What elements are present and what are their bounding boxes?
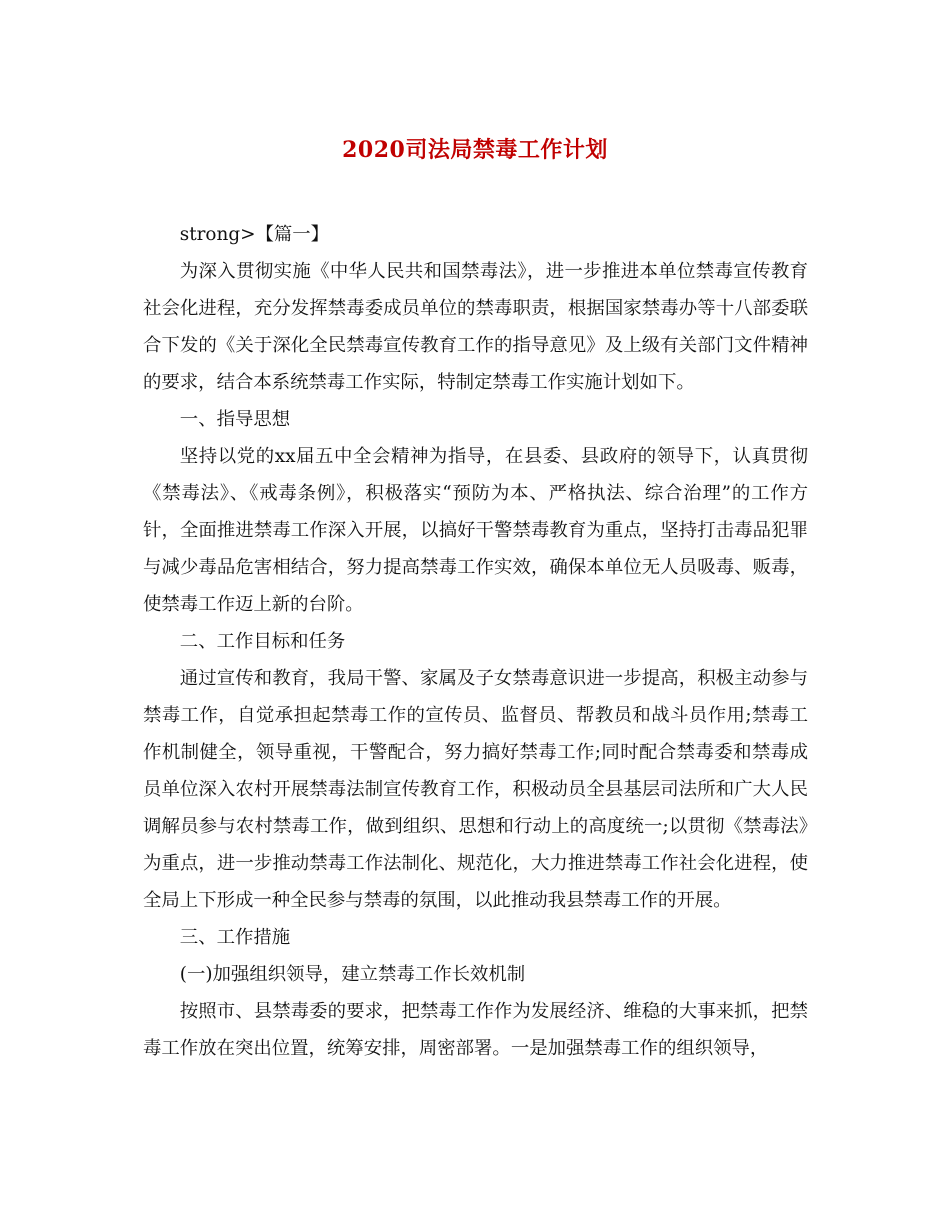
section-heading-guiding-ideology: 一、指导思想 [179, 409, 291, 430]
section-heading-goals-and-tasks: 二、工作目标和任务 [179, 631, 346, 652]
subsection-heading-organization: (一)加强组织领导，建立禁毒工作长效机制 [179, 964, 526, 985]
document-body [143, 216, 808, 1067]
section-heading-part-one: strong>【篇一】 [179, 224, 330, 245]
section-heading-measures: 三、工作措施 [179, 927, 291, 948]
paragraph-guiding-ideology: 坚持以党的xx届五中全会精神为指导，在县委、县政府的领导下，认真贯彻《禁毒法》、《戒毒条例》，积极落实“预防为本、严格执法、综合治理”的工作方针，全面推进禁毒工作深入开展，以搞好干警禁毒教育为重点，坚持打击毒品犯罪与减少毒品危害相结合，努力提高禁毒工作实效，确保本单位无人员吸毒、贩毒，使禁毒工作迈上新的台阶。 [143, 446, 808, 615]
paragraph-intro: 为深入贯彻实施《中华人民共和国禁毒法》，进一步推进本单位禁毒宣传教育社会化进程，充分发挥禁毒委成员单位的禁毒职责，根据国家禁毒办等十八部委联合下发的《关于深化全民禁毒宣传教育工作的指导意见》及上级有关部门文件精神的要求，结合本系统禁毒工作实际，特制定禁毒工作实施计划如下。 [143, 261, 808, 393]
document-title: 2020司法局禁毒工作计划 [342, 137, 608, 163]
paragraph-organization: 按照市、县禁毒委的要求，把禁毒工作作为发展经济、维稳的大事来抓，把禁毒工作放在突出位置，统筹安排，周密部署。一是加强禁毒工作的组织领导， [143, 1001, 808, 1059]
paragraph-goals-and-tasks: 通过宣传和教育，我局干警、家属及子女禁毒意识进一步提高，积极主动参与禁毒工作，自觉承担起禁毒工作的宣传员、监督员、帮教员和战斗员作用;禁毒工作机制健全，领导重视，干警配合，努力搞好禁毒工作;同时配合禁毒委和禁毒成员单位深入农村开展禁毒法制宣传教育工作，积极动员全县基层司法所和广大人民调解员参与农村禁毒工作，做到组织、思想和行动上的高度统一;以贯彻《禁毒法》为重点，进一步推动禁毒工作法制化、规范化，大力推进禁毒工作社会化进程，使全局上下形成一种全民参与禁毒的氛围，以此推动我县禁毒工作的开展。 [143, 668, 808, 911]
